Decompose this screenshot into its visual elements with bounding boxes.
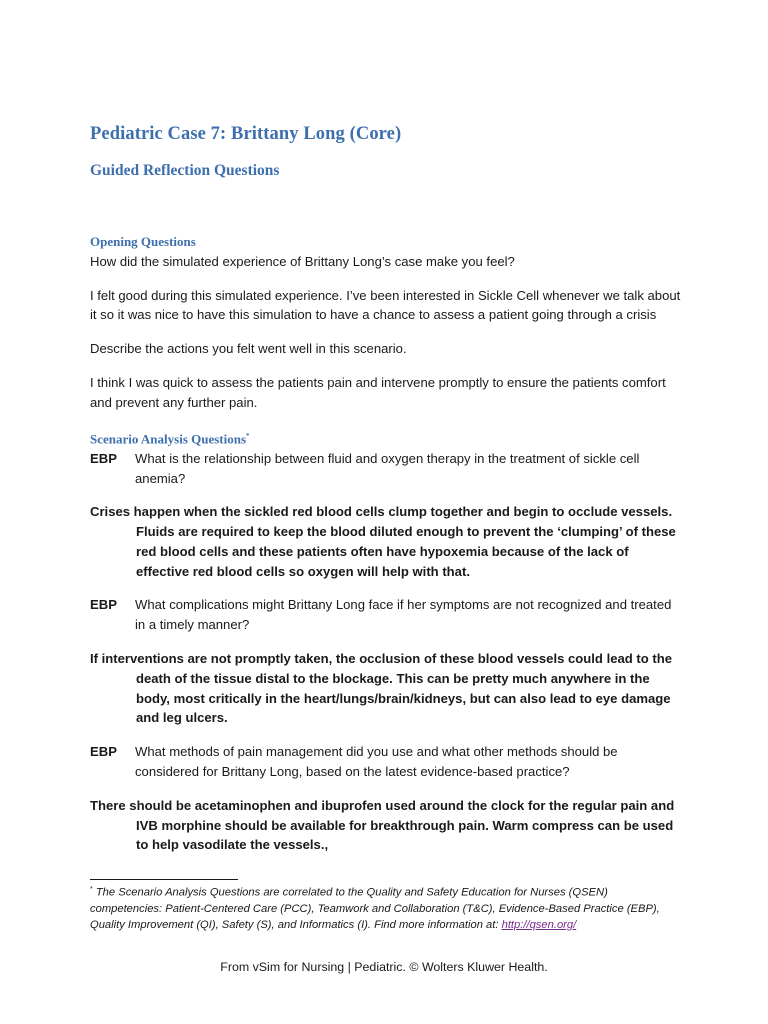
footnote-text: The Scenario Analysis Questions are correlated to the Quality and Safety Education for Nurses (QSEN) competencies: Patient-Centered Care (PCC), Teamwork and Collaboration (T&C), Evidence-Based Practice (EBP), Quality Improvement (QI), Safety (S), and Informatics (I). Find more information at: — [90, 886, 660, 931]
question-item — [90, 449, 682, 489]
answer-text: Crises happen when the sickled red blood cells clump together and begin to occlude vessels. Fluids are required to keep the blood diluted enough to prevent the ‘clumping’ of these red blood cells and these patients often have hypoxemia because of the lack of effective red blood cells so oxygen will help with that. — [90, 504, 676, 579]
opening-answer-2: I think I was quick to assess the patients pain and intervene promptly to ensure the patients comfort and prevent any further pain. — [90, 374, 666, 410]
footnote-separator — [90, 879, 238, 880]
section-heading-scenario — [90, 427, 682, 449]
footnote-mark: * — [90, 886, 93, 893]
section-heading-scenario-text: Scenario Analysis Questions — [90, 430, 247, 446]
question-item — [90, 595, 682, 635]
document-body — [90, 232, 682, 869]
answer-text: There should be acetaminophen and ibuprofen used around the clock for the regular pain and IVB morphine should be available for breakthrough pain. Warm compress can be used to help vasodilate the vessels., — [90, 797, 675, 853]
answer-text: If interventions are not promptly taken, the occlusion of these blood vessels could lead to the death of the tissue distal to the blockage. This can be pretty much anywhere in the body, most critically in the heart/lungs/brain/kidneys, but can also lead to eye damage and leg ulcers. — [90, 651, 673, 726]
page-footer: From vSim for Nursing | Pediatric. © Wolters Kluwer Health. — [220, 960, 548, 974]
question-text: What is the relationship between fluid and oxygen therapy in the treatment of sickle cell anemia? — [135, 450, 640, 486]
footnote-reference-mark: * — [246, 431, 250, 440]
qsen-link[interactable]: http://qsen.org/ — [501, 918, 577, 931]
footnote — [90, 882, 680, 933]
question-tag: EBP — [90, 450, 117, 466]
opening-answer-1: I felt good during this simulated experience. I’ve been interested in Sickle Cell whenever we talk about it so it was nice to have this simulation to have a chance to assess a patient going through a crisis — [90, 287, 681, 323]
page-title: Pediatric Case 7: Brittany Long (Core) — [90, 124, 402, 144]
page-subtitle: Guided Reflection Questions — [90, 162, 280, 179]
question-text: What methods of pain management did you use and what other methods should be considered for Brittany Long, based on the latest evidence-based practice? — [135, 744, 618, 780]
question-text: What complications might Brittany Long face if her symptoms are not recognized and treated in a timely manner? — [135, 597, 672, 633]
opening-question-1: How did the simulated experience of Brittany Long’s case make you feel? — [90, 253, 515, 269]
opening-question-2: Describe the actions you felt went well in this scenario. — [90, 341, 407, 357]
question-item — [90, 742, 682, 782]
question-tag: EBP — [90, 744, 117, 760]
section-heading-opening: Opening Questions — [90, 234, 196, 249]
question-tag: EBP — [90, 597, 117, 613]
